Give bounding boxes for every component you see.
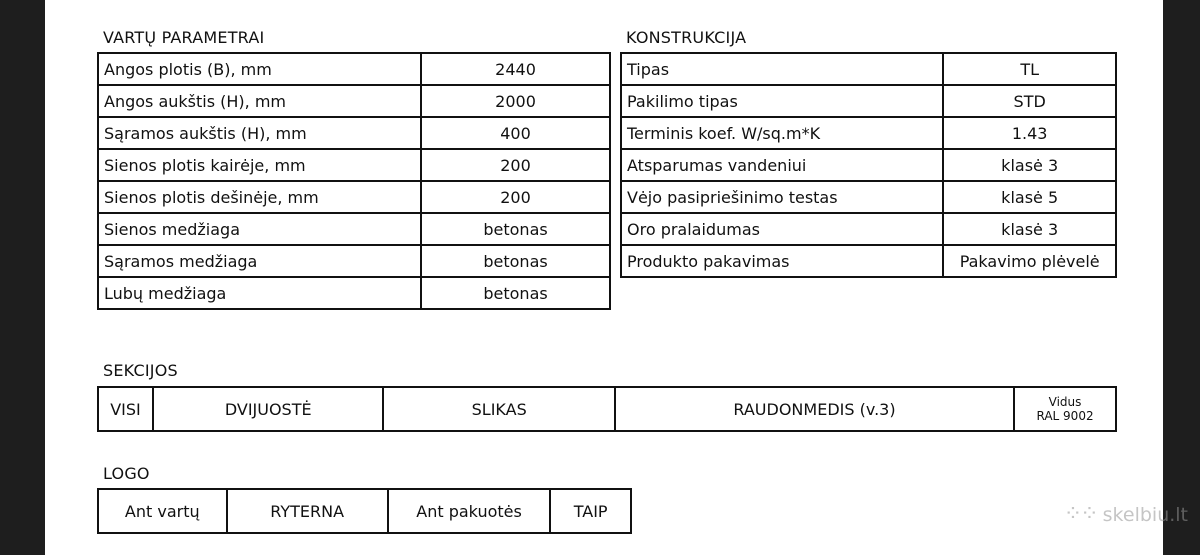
construction-label: Tipas xyxy=(621,53,943,85)
params-value: 400 xyxy=(421,117,610,149)
construction-row xyxy=(621,149,1116,181)
construction-label: Oro pralaidumas xyxy=(621,213,943,245)
params-row xyxy=(98,181,610,213)
params-row xyxy=(98,117,610,149)
dots-logo-icon: ⁘⁘ xyxy=(1063,502,1097,527)
construction-value: klasė 5 xyxy=(943,181,1116,213)
params-row xyxy=(98,149,610,181)
params-label: Angos plotis (B), mm xyxy=(98,53,421,85)
params-label: Sienos medžiaga xyxy=(98,213,421,245)
logo-on-package-value: TAIP xyxy=(550,489,631,533)
construction-row xyxy=(621,213,1116,245)
construction-row xyxy=(621,181,1116,213)
params-value: 2000 xyxy=(421,85,610,117)
params-row xyxy=(98,277,610,309)
inside-ral: RAL 9002 xyxy=(1036,409,1094,423)
construction-value: Pakavimo plėvelė xyxy=(943,245,1116,277)
logo-on-gate-value: RYTERNA xyxy=(227,489,388,533)
params-title: VARTŲ PARAMETRAI xyxy=(103,28,265,47)
params-value: 200 xyxy=(421,181,610,213)
document-sheet xyxy=(45,0,1163,555)
construction-value: klasė 3 xyxy=(943,213,1116,245)
construction-table xyxy=(620,52,1117,278)
construction-value: STD xyxy=(943,85,1116,117)
construction-value: 1.43 xyxy=(943,117,1116,149)
logo-table xyxy=(97,488,632,534)
params-value: 200 xyxy=(421,149,610,181)
section-slikas: SLIKAS xyxy=(383,387,614,431)
construction-title: KONSTRUKCIJA xyxy=(626,28,747,47)
params-label: Sienos plotis kairėje, mm xyxy=(98,149,421,181)
construction-label: Atsparumas vandeniui xyxy=(621,149,943,181)
params-row xyxy=(98,245,610,277)
construction-value: klasė 3 xyxy=(943,149,1116,181)
inside-label: Vidus xyxy=(1048,395,1082,409)
params-label: Sienos plotis dešinėje, mm xyxy=(98,181,421,213)
logo-title: LOGO xyxy=(103,464,150,483)
params-value: betonas xyxy=(421,213,610,245)
construction-row xyxy=(621,117,1116,149)
section-dvijuoste: DVIJUOSTĖ xyxy=(153,387,384,431)
section-inside-color xyxy=(1014,387,1116,431)
construction-row xyxy=(621,245,1116,277)
watermark-text: skelbiu.lt xyxy=(1102,503,1188,526)
params-table xyxy=(97,52,611,310)
params-value: betonas xyxy=(421,245,610,277)
sections-table xyxy=(97,386,1117,432)
params-label: Lubų medžiaga xyxy=(98,277,421,309)
params-value: 2440 xyxy=(421,53,610,85)
params-label: Angos aukštis (H), mm xyxy=(98,85,421,117)
construction-label: Vėjo pasipriešinimo testas xyxy=(621,181,943,213)
construction-row xyxy=(621,85,1116,117)
params-row xyxy=(98,85,610,117)
params-row xyxy=(98,213,610,245)
construction-label: Pakilimo tipas xyxy=(621,85,943,117)
section-raudonmedis: RAUDONMEDIS (v.3) xyxy=(615,387,1014,431)
sections-title: SEKCIJOS xyxy=(103,361,178,380)
params-value: betonas xyxy=(421,277,610,309)
section-visi: VISI xyxy=(98,387,153,431)
logo-on-gate-label: Ant vartų xyxy=(98,489,227,533)
construction-row xyxy=(621,53,1116,85)
construction-label: Produkto pakavimas xyxy=(621,245,943,277)
construction-value: TL xyxy=(943,53,1116,85)
params-label: Sąramos aukštis (H), mm xyxy=(98,117,421,149)
params-label: Sąramos medžiaga xyxy=(98,245,421,277)
logo-on-package-label: Ant pakuotės xyxy=(388,489,551,533)
watermark xyxy=(1064,502,1188,527)
params-row xyxy=(98,53,610,85)
construction-label: Terminis koef. W/sq.m*K xyxy=(621,117,943,149)
